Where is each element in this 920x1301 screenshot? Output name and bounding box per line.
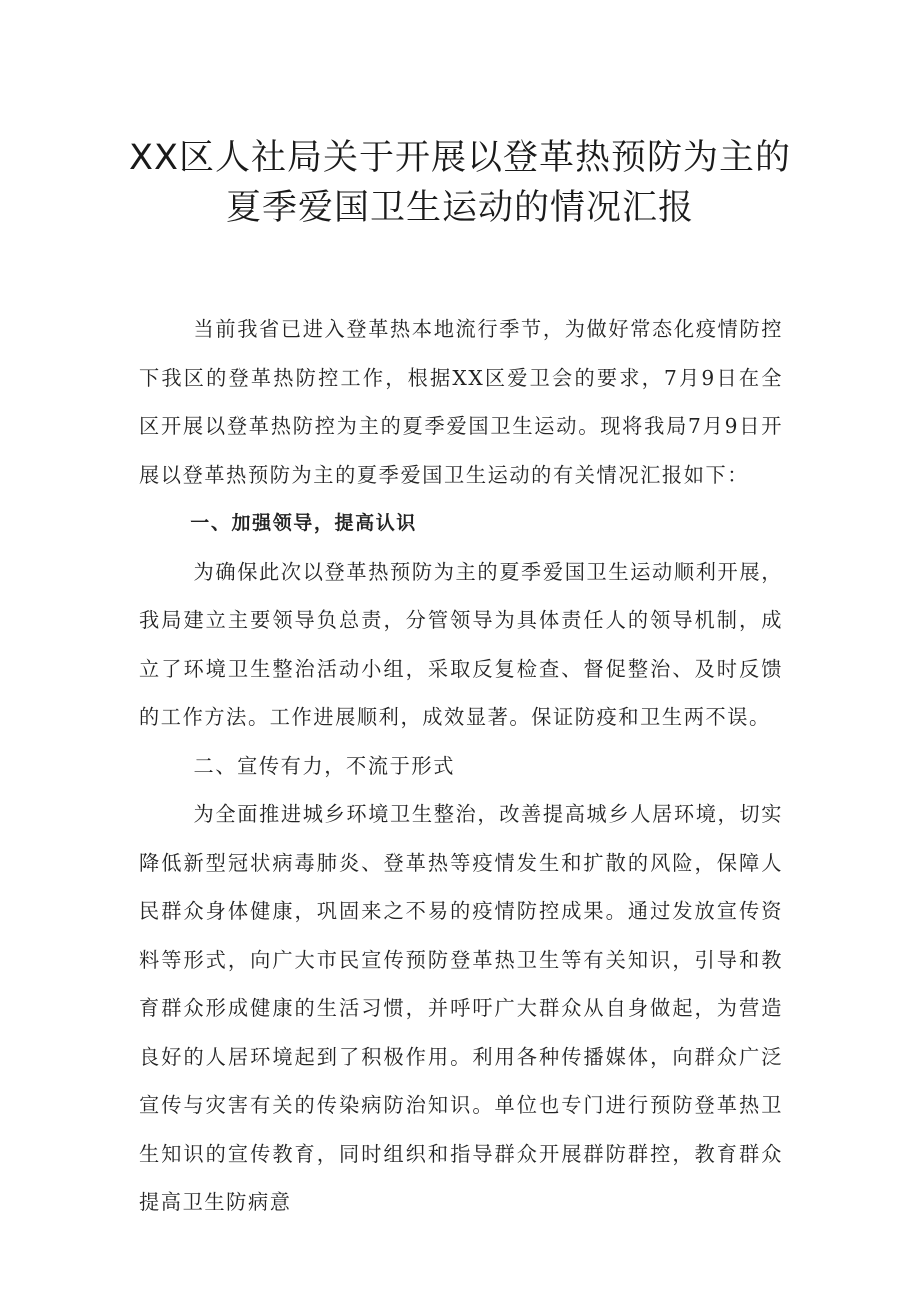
document-title-line-2: 夏季爱国卫生运动的情况汇报: [225, 188, 694, 228]
section-1-paragraph: 为确保此次以登革热预防为主的夏季爱国卫生运动顺利开展，我局建立主要领导负总责，分管领导为具体责任人的领导机制，成立了环境卫生整治活动小组，采取反复检查、督促整治、及时反馈的工作方法。工作进展顺利，成效显著。保证防疫和卫生两不误。: [139, 559, 783, 729]
section-2-paragraph: 为全面推进城乡环境卫生整治，改善提高城乡人居环境，切实降低新型冠状病毒肺炎、登革热等疫情发生和扩散的风险，保障人民群众身体健康，巩固来之不易的疫情防控成果。通过发放宣传资料等形式，向广大市民宣传预防登革热卫生等有关知识，引导和教育群众形成健康的生活习惯，并呼吁广大群众从自身做起，为营造良好的人居环境起到了积极作用。利用各种传播媒体，向群众广泛宣传与灾害有关的传染病防治知识。单位也专门进行预防登革热卫生知识的宣传教育，同时组织和指导群众开展群防群控，教育群众提高卫生防病意: [139, 802, 783, 1214]
section-1-heading: 一、加强领导，提高认识: [190, 512, 417, 534]
intro-paragraph: 当前我省已进入登革热本地流行季节，为做好常态化疫情防控下我区的登革热防控工作，根据XX区爱卫会的要求，7月9日在全区开展以登革热防控为主的夏季爱国卫生运动。现将我局7月9日开展以登革热预防为主的夏季爱国卫生运动的有关情况汇报如下：: [139, 317, 783, 487]
document-title-line-1: XX区人社局关于开展以登革热预防为主的: [129, 138, 791, 178]
section-2-heading: 二、宣传有力，不流于形式: [193, 753, 455, 778]
document-body: [139, 305, 783, 1227]
